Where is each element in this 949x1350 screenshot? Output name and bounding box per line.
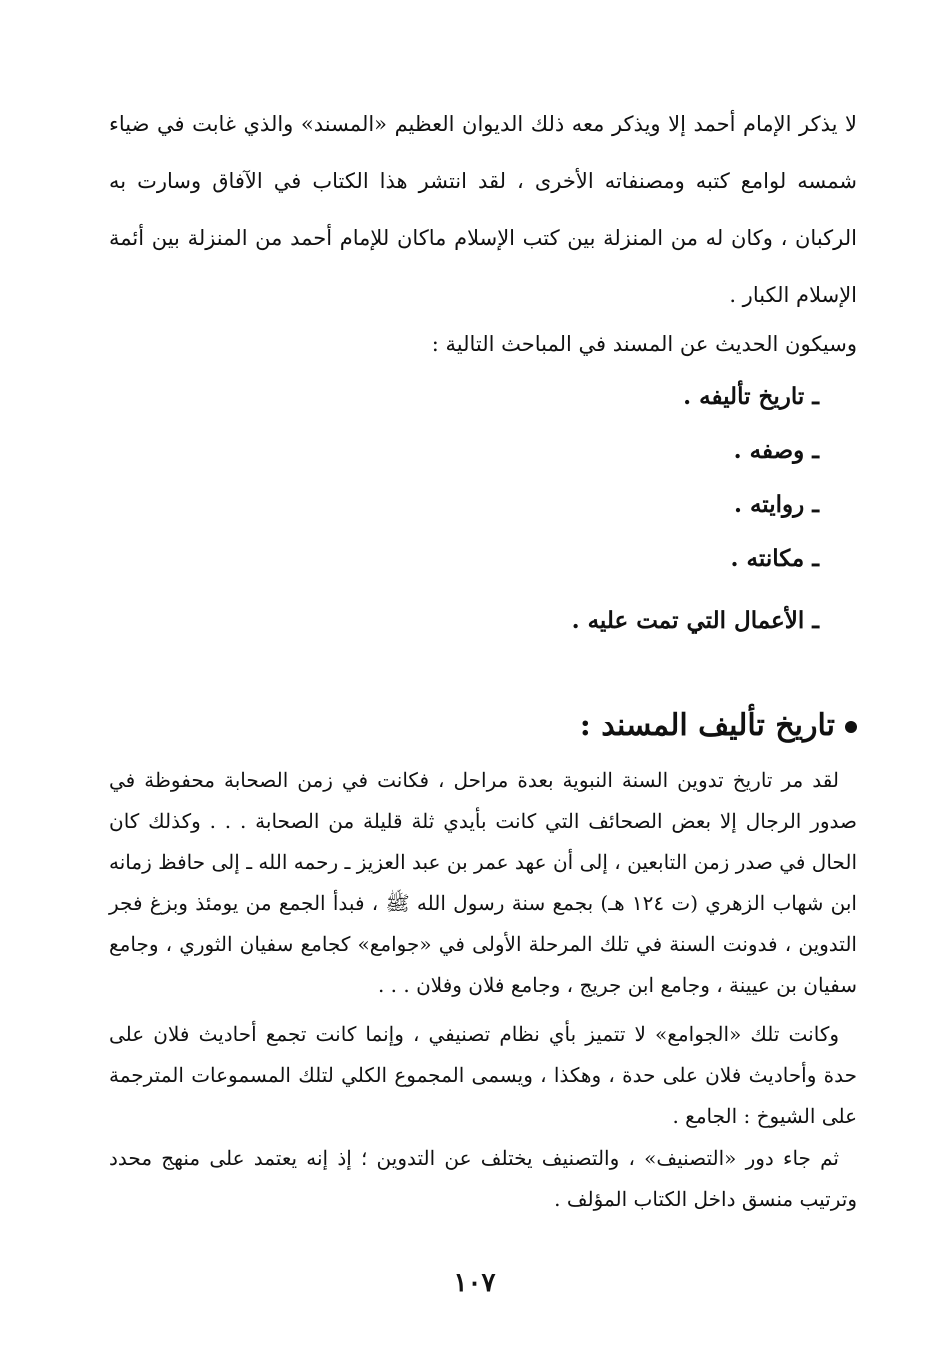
body-paragraph: لقد مر تاريخ تدوين السنة النبوية بعدة مراحل ، فكانت في زمن الصحابة محفوظة في صدور الرجال إلا بعض الصحائف التي كانت بأيدي ثلة قليلة من الصحابة . . . وكذلك كان الحال في صدر زمن التابعين ، إلى أن عهد عمر بن عبد العزيز ـ رحمه الله ـ إلى حافظ زمانه ابن شهاب الزهري (ت ١٢٤ هـ) بجمع سنة رسول الله ﷺ ، فبدأ الجمع من يومئذ وبزغ فجر التدوين ، فدونت السنة في تلك المرحلة الأولى في «جوامع» كجامع سفيان الثوري ، وجامع سفيان بن عيينة ، وجامع ابن جريج ، وجامع فلان وفلان . . .	[109, 768, 857, 997]
list-item: ـ الأعمال التي تمت عليه .	[571, 607, 819, 634]
topics-lead-line: وسيكون الحديث عن المسند في المباحث التالية :	[431, 332, 857, 356]
body-paragraph: وكانت تلك «الجوامع» لا تتميز بأي نظام تصنيفي ، وإنما كانت تجمع أحاديث فلان على حدة وأحاديث فلان على حدة ، وهكذا ، ويسمى المجموع الكلي لتلك المسموعات المترجمة على الشيوخ : الجامع .	[109, 1022, 857, 1128]
section-heading	[580, 708, 857, 743]
list-item: ـ تاريخ تأليفه .	[683, 383, 819, 410]
body-paragraph: ثم جاء دور «التصنيف» ، والتصنيف يختلف عن التدوين ؛ إذ إنه يعتمد على منهج محدد وترتيب منسق داخل الكتاب المؤلف .	[109, 1146, 857, 1211]
list-item: ـ مكانته .	[730, 545, 819, 572]
section-heading-text: تاريخ تأليف المسند :	[579, 708, 835, 743]
page-number: ١٠٧	[453, 1268, 496, 1298]
topics-list	[572, 374, 819, 652]
intro-paragraph: لا يذكر الإمام أحمد إلا ويذكر معه ذلك الديوان العظيم «المسند» والذي غابت في ضياء شمسه لوامع كتبه ومصنفاته الأخرى ، لقد انتشر هذا الكتاب في الآفاق وسارت به الركبان ، وكان له من المنزلة بين كتب الإسلام ماكان للإمام أحمد من المنزلة بين أئمة الإسلام الكبار .	[109, 112, 857, 307]
list-item: ـ وصفه .	[733, 437, 819, 464]
list-item: ـ روايته .	[733, 491, 819, 518]
bullet-icon	[845, 721, 857, 733]
